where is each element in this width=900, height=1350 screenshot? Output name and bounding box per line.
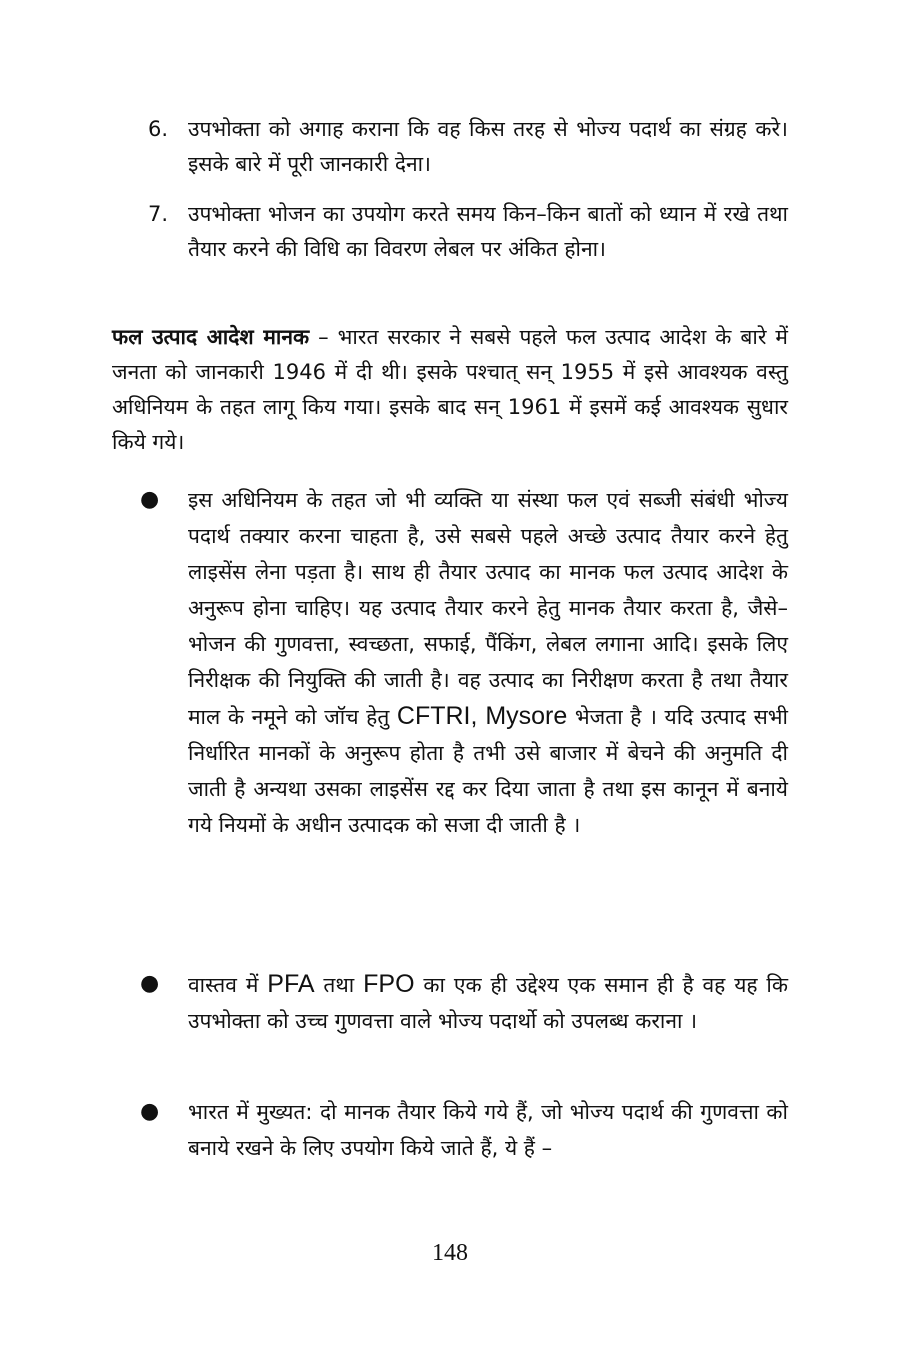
numbered-item-6	[148, 112, 788, 182]
bullet-item-1	[140, 482, 788, 843]
acronym-fpo: FPO	[363, 970, 415, 998]
bullet-text-part: वास्तव में	[188, 973, 268, 997]
bullet-text-part: इस अधिनियम के तहत जो भी व्यक्ति या संस्था फल एवं सब्जी संबंधी भोज्य पदार्थ तक्यार करना चाहता है, उसे सबसे पहले अच्छे उत्पाद तैयार करने हेतु लाइसेंस लेना पड़ता है। साथ ही तैयार उत्पाद का मानक फल उत्पाद आदेश के अनुरूप होना चाहिए। यह उत्पाद तैयार करने हेतु मानक तैयार करता है, जैसे– भोजन की गुणवत्ता, स्वच्छता, सफाई, पैंकिंग, लेबल लगाना आदि। इसके लिए निरीक्षक की नियुक्ति की जाती है। वह उत्पाद का निरीक्षण करता है तथा तैयार माल के नमूने को जॉच हेतु	[188, 488, 788, 729]
section-body: – भारत सरकार ने सबसे पहले फल उत्पाद आदेश के बारे में जनता को जानकारी 1946 में दी थी। इसके पश्चात् सन् 1955 में इसे आवश्यक वस्तु अधिनियम के तहत लागू किय गया। इसके बाद सन् 1961 में इसमें कई आवश्यक सुधार किये गये।	[112, 325, 788, 454]
page-number: 148	[432, 1240, 468, 1266]
item-text: उपभोक्ता भोजन का उपयोग करते समय किन–किन बातों को ध्यान में रखे तथा तैयार करने की विधि का विवरण लेबल पर अंकित होना।	[188, 202, 788, 261]
item-number: 6.	[148, 117, 169, 141]
bullet-text-part: तथा	[314, 973, 364, 997]
bullet-text	[188, 482, 788, 843]
bullet-dot: ●	[140, 971, 160, 996]
bullet-dot: ●	[140, 1099, 160, 1124]
bullet-item-2	[140, 966, 788, 1039]
item-number: 7.	[148, 202, 169, 226]
numbered-item-7	[148, 197, 788, 267]
lab-name: CFTRI, Mysore	[396, 702, 568, 730]
bullet-item-3	[140, 1094, 788, 1166]
bullet-text-part: भेजता है । यदि उत्पाद सभी निर्धारित मानकों के अनुरूप होता है तभी उसे बाजार में बेचने की अनुमति दी जाती है अन्यथा उसका लाइसेंस रद्द कर दिया जाता है तथा इस कानून में बनाये गये नियमों के अधीन उत्पादक को सजा दी जाती है ।	[188, 705, 788, 837]
item-text: उपभोक्ता को अगाह कराना कि वह किस तरह से भोज्य पदार्थ का संग्रह करे। इसके बारे में पूरी जानकारी देना।	[188, 117, 788, 176]
bullet-text: भारत में मुख्यत: दो मानक तैयार किये गये हैं, जो भोज्य पदार्थ की गुणवत्ता को बनाये रखने के लिए उपयोग किये जाते हैं, ये हैं –	[188, 1100, 788, 1160]
bullet-text-part: का एक ही उद्देश्य एक समान ही है वह यह कि उपभोक्ता को उच्च गुणवत्ता वाले भोज्य पदार्थो को उपलब्ध कराना ।	[188, 973, 788, 1033]
acronym-pfa: PFA	[267, 970, 315, 998]
bullet-text	[188, 966, 788, 1039]
section-heading: फल उत्पाद आदेश मानक	[112, 325, 310, 349]
section-paragraph	[112, 320, 788, 460]
bullet-dot: ●	[140, 487, 160, 512]
